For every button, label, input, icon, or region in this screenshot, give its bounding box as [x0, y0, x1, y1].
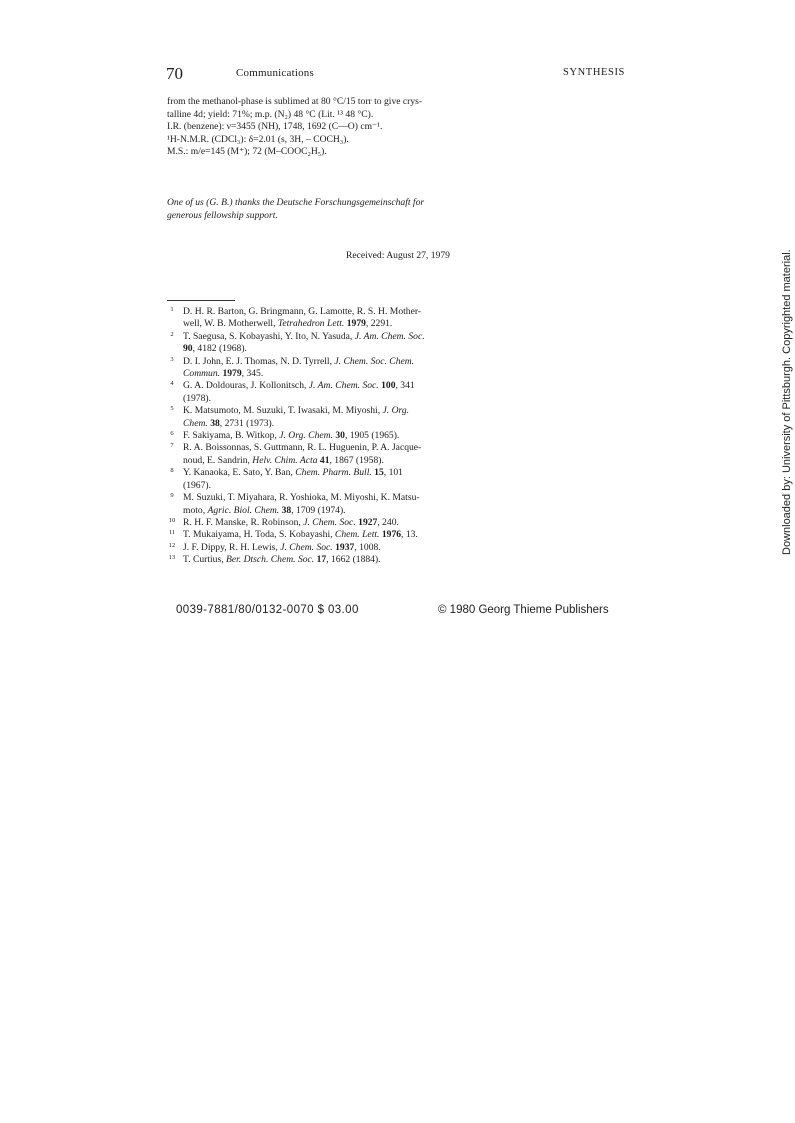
journal-title: Ber. Dtsch. Chem. Soc.: [226, 554, 315, 566]
journal-name: SYNTHESIS: [563, 67, 625, 78]
volume-number: 38: [210, 417, 220, 429]
volume-number: 17: [316, 554, 327, 566]
reference-text: J. F. Dippy, R. H. Lewis,: [183, 541, 281, 553]
body-line: M.S.: m/e=145 (M⁺); 72 (M–COOC₂H₅).: [167, 146, 327, 158]
journal-title: J. Chem. Soc. Chem.: [334, 355, 415, 367]
reference-line: [183, 467, 467, 479]
reference-text: , 345.: [241, 368, 264, 380]
volume-number: 1937: [335, 541, 355, 553]
section-title: Communications: [236, 67, 314, 79]
reference-text: F. Sakiyama, B. Witkop,: [183, 430, 280, 442]
reference-text: , 101: [383, 467, 403, 479]
volume-number: 15: [374, 467, 384, 479]
volume-number: 1979: [222, 368, 242, 380]
reference-line: [183, 529, 467, 541]
volume-number: 1927: [358, 516, 378, 528]
reference-item: [167, 356, 467, 381]
reference-line: [183, 542, 467, 554]
reference-text: , 1867 (1958).: [329, 454, 384, 466]
reference-item: [167, 529, 467, 541]
page-header: [0, 64, 795, 84]
reference-line: [183, 480, 467, 492]
journal-title: J. Chem. Soc.: [303, 516, 356, 528]
reference-item: [167, 517, 467, 529]
reference-text: R. H. F. Manske, R. Robinson,: [183, 516, 304, 528]
acknowledgement: [167, 197, 463, 222]
received-date: Received: August 27, 1979: [346, 250, 450, 261]
reference-line: [183, 318, 467, 330]
reference-number: 1: [170, 306, 174, 313]
reference-text: (1967).: [183, 479, 211, 491]
reference-text: G. A. Doldouras, J. Kollonitsch,: [183, 380, 309, 392]
journal-title: J. Org.: [382, 405, 410, 417]
body-line: talline 4d; yield: 71%; m.p. (N₂) 48 °C (Lit. ¹³ 48 °C).: [167, 108, 374, 120]
reference-item: [167, 492, 467, 517]
reference-text: T. Mukaiyama, H. Toda, S. Kobayashi,: [183, 529, 335, 541]
reference-list: [167, 306, 467, 567]
journal-title: Helv. Chim. Acta: [252, 454, 318, 466]
journal-title: J. Org. Chem.: [279, 430, 333, 442]
reference-text: , 1008.: [354, 541, 381, 553]
reference-text: M. Suzuki, T. Miyahara, R. Yoshioka, M. Miyoshi, K. Matsu-: [183, 492, 420, 504]
reference-number: 9: [170, 492, 174, 500]
volume-number: 41: [319, 454, 330, 466]
reference-number: 13: [168, 554, 176, 562]
reference-text: (1978).: [183, 392, 211, 404]
reference-number: 11: [168, 529, 176, 537]
reference-item: [167, 405, 467, 430]
reference-item: [167, 331, 467, 356]
page-number: 70: [166, 64, 183, 83]
reference-text: , 13.: [401, 529, 418, 541]
reference-text: moto,: [183, 504, 208, 516]
reference-text: Y. Kanaoka, E. Sato, Y. Ban,: [183, 467, 296, 479]
reference-line: [183, 492, 467, 504]
reference-text: D. H. R. Barton, G. Bringmann, G. Lamotte, R. S. H. Mother-: [183, 306, 422, 317]
reference-number: 8: [170, 467, 174, 475]
reference-text: , 2291.: [365, 318, 393, 330]
page-footer: [0, 604, 795, 620]
reference-line: [183, 430, 467, 442]
body-line: from the methanol-phase is sublimed at 80 °C/15 torr to give crys-: [167, 96, 423, 107]
reference-item: [167, 306, 467, 331]
reference-text: well, W. B. Motherwell,: [183, 318, 278, 330]
reference-item: [167, 467, 467, 492]
download-watermark-text: Downloaded by: University of Pittsburgh. Copyrighted material.: [781, 249, 793, 555]
reference-number: 3: [170, 355, 174, 363]
experimental-text: [167, 96, 463, 159]
body-line: I.R. (benzene): ν=3455 (NH), 1748, 1692 (C—O) cm⁻¹.: [167, 121, 383, 133]
volume-number: 90: [183, 343, 193, 355]
reference-line: [183, 517, 467, 529]
reference-line: [183, 554, 467, 566]
volume-number: 1979: [346, 318, 366, 330]
reference-line: [183, 368, 467, 380]
journal-title: Chem. Lett.: [334, 529, 380, 541]
reference-text: K. Matsumoto, M. Suzuki, T. Iwasaki, M. Miyoshi,: [183, 405, 383, 417]
reference-text: , 240.: [377, 516, 399, 528]
journal-title: Commun.: [183, 368, 221, 380]
reference-text: , 1905 (1965).: [344, 430, 400, 442]
reference-number: 7: [170, 442, 174, 450]
reference-item: [167, 442, 467, 467]
reference-number: 10: [168, 516, 176, 524]
reference-number: 6: [170, 430, 174, 438]
volume-number: 30: [335, 430, 345, 442]
reference-text: T. Curtius,: [183, 554, 226, 566]
reference-number: 5: [170, 405, 174, 413]
reference-line: [183, 356, 467, 368]
journal-title: Tetrahedron Lett.: [277, 318, 345, 330]
reference-text: , 4182 (1968).: [192, 343, 247, 355]
journal-title: J. Am. Chem. Soc.: [354, 330, 425, 342]
footnote-divider: [167, 300, 235, 301]
journal-title: Chem. Pharm. Bull.: [295, 467, 372, 479]
reference-line: [183, 405, 467, 417]
reference-text: , 341: [395, 380, 415, 392]
reference-item: [167, 380, 467, 405]
body-line: ¹H-N.M.R. (CDCl₃): δ=2.01 (s, 3H, – COCH₃).: [167, 133, 349, 145]
reference-text: , 2731 (1973).: [219, 417, 275, 429]
reference-text: , 1709 (1974).: [291, 504, 346, 516]
volume-number: 100: [381, 380, 396, 392]
reference-number: 2: [170, 330, 174, 338]
journal-title: Agric. Biol. Chem.: [207, 504, 280, 516]
reference-line: [183, 306, 467, 318]
reference-text: , 1662 (1884).: [326, 554, 381, 566]
copyright-notice: © 1980 Georg Thieme Publishers: [438, 604, 609, 616]
reference-line: [183, 331, 467, 343]
journal-title: J. Chem. Soc.: [280, 541, 333, 553]
reference-line: [183, 505, 467, 517]
reference-text: D. I. John, E. J. Thomas, N. D. Tyrrell,: [183, 355, 335, 367]
reference-text: R. A. Boissonnas, S. Guttmann, R. L. Huguenin, P. A. Jacque-: [183, 442, 422, 454]
reference-line: [183, 418, 467, 430]
journal-title: Chem.: [183, 417, 208, 429]
reference-item: [167, 554, 467, 566]
reference-item: [167, 542, 467, 554]
reference-line: [183, 393, 467, 405]
reference-line: [183, 343, 467, 355]
volume-number: 1976: [381, 529, 402, 541]
issn-price: 0039-7881/80/0132-0070 $ 03.00: [176, 604, 359, 616]
reference-number: 12: [168, 541, 176, 549]
journal-title: J. Am. Chem. Soc.: [308, 380, 379, 392]
reference-text: T. Saegusa, S. Kobayashi, Y. Ito, N. Yasuda,: [183, 330, 355, 342]
reference-line: [183, 380, 467, 392]
reference-number: 4: [170, 380, 174, 388]
reference-line: [183, 442, 467, 454]
volume-number: 38: [281, 504, 292, 516]
acknowledgement-line: One of us (G. B.) thanks the Deutsche Forschungsgemeinschaft for: [167, 197, 425, 208]
reference-item: [167, 430, 467, 442]
reference-text: noud, E. Sandrin,: [183, 454, 253, 466]
reference-line: [183, 455, 467, 467]
acknowledgement-line: generous fellowship support.: [167, 209, 278, 221]
